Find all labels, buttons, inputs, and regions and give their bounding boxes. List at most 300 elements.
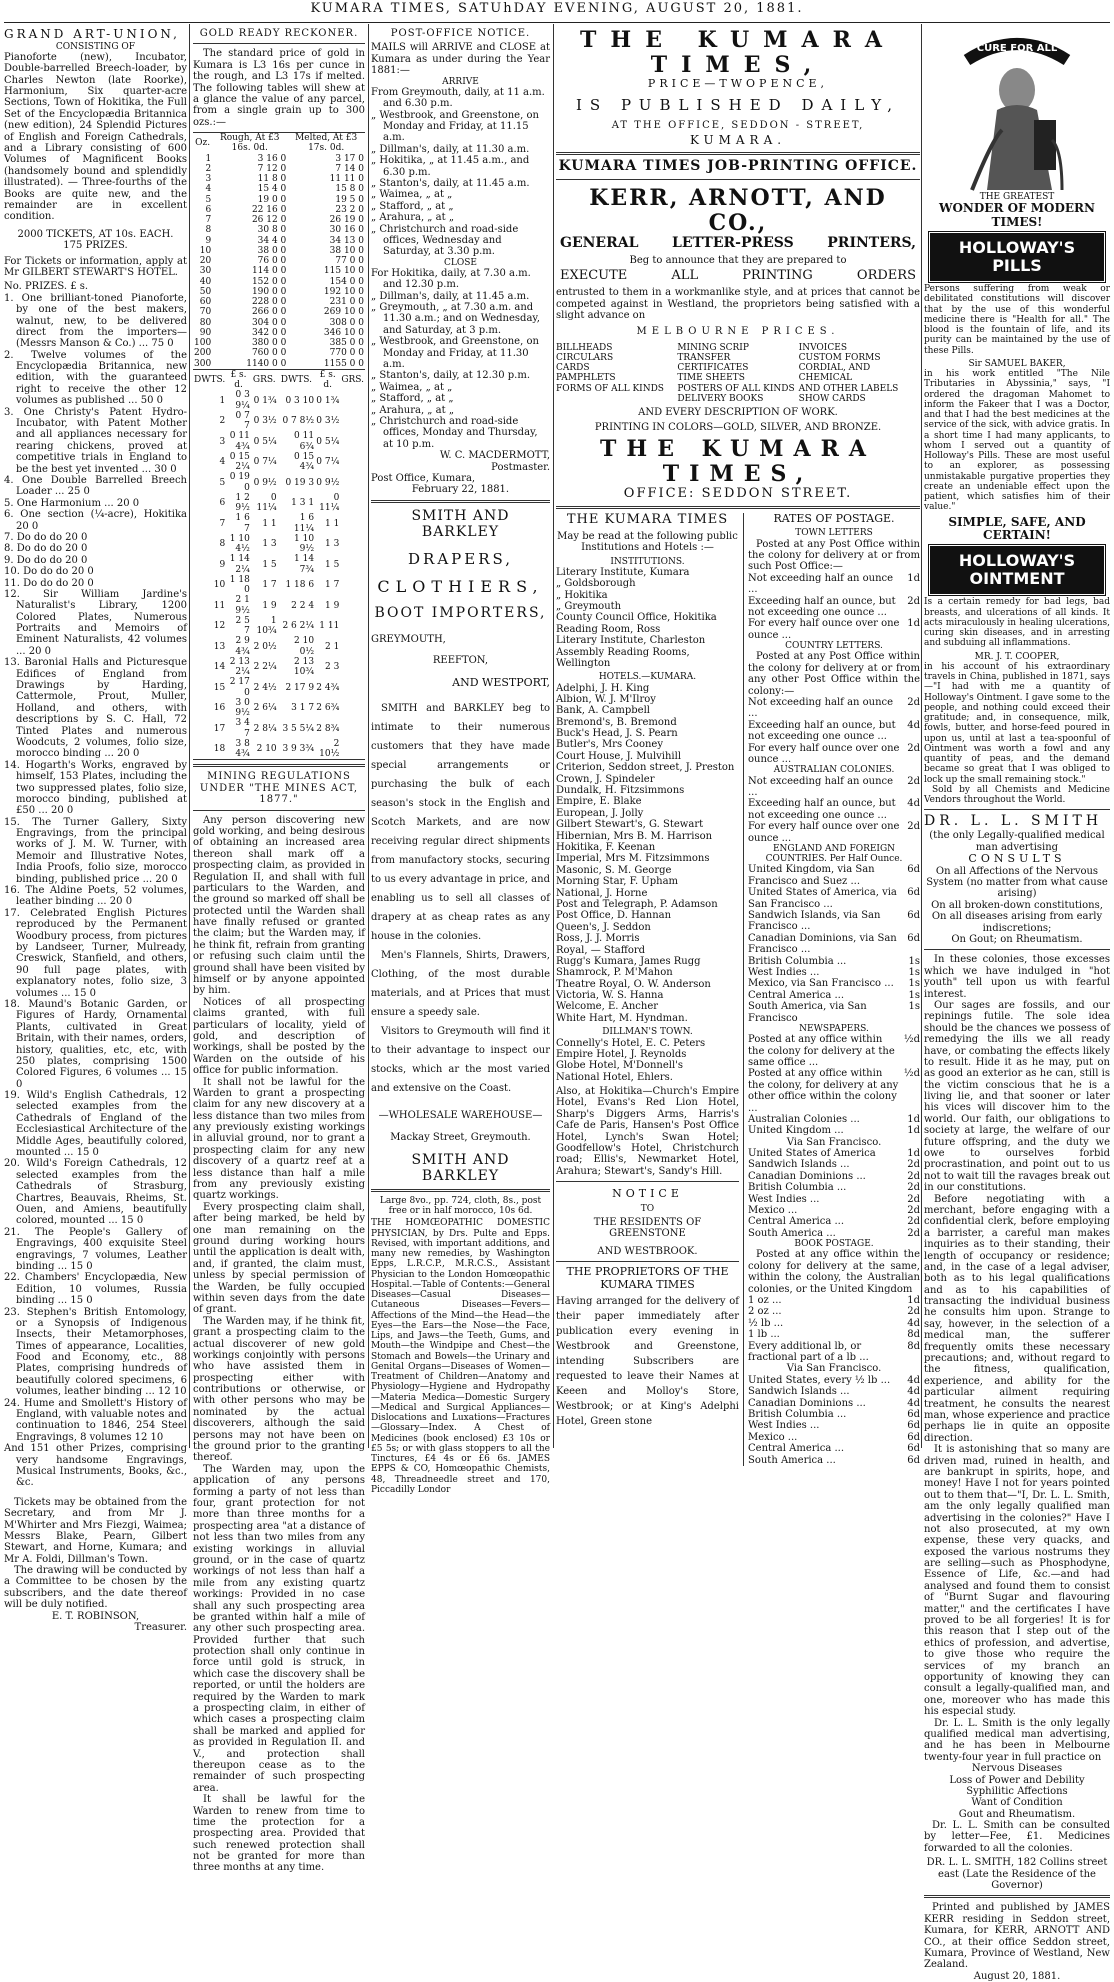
book-postage-head: BOOK POSTAGE. [794,1239,874,1250]
town-line: KUMARA. [689,133,787,148]
dr-smith-address: DR. L. L. SMITH, 182 Collins street east (Late the Residence of the Governor) [926,1857,1108,1892]
printed-by: Printed and published by JAMES KERR residing in Seddon street, Kumara, for KERR, ARNOTT AND CO., at their office Seddon street, Kumara, Province of Westland, New Zealand. [924,1902,1110,1971]
book-rates [748,1295,920,1363]
ointment-text: Is a certain remedy for bad legs, bad breasts, and ulcerations of all kinds. It acts miraculously in healing ulcerations, curing skin diseases, and in arresting and subduing all inflammations. [924,597,1110,649]
rate-label: United States, every ½ lb ... [748,1374,891,1386]
table-row [193,534,365,555]
rate-value: 4d [907,798,920,810]
table-cell: 1 3 [262,539,277,549]
table-cell: 14 [213,662,226,672]
job-item: TRANSFER CERTIFICATES [677,352,749,374]
job-list-col2 [677,343,798,405]
table-row [193,215,365,225]
table-cell: 0 11 6¾ [294,431,315,452]
masthead: KUMARA TIMES, SATUhDAY EVENING, AUGUST 20, 1881. [310,1,804,16]
institution-item: „ Hokitika [556,589,608,601]
sold-by: Sold by all Chemists and Medicine Vendors throughout the World. [924,784,1110,806]
job-item: FORMS OF ALL KINDS [556,383,664,394]
cure-for-all-logo [952,30,1082,190]
table-cell: 2 4½ [253,682,277,693]
country-letters-text: Posted at any Post Office within the colony for delivery at or from any other Post Office within the colony:— [748,651,920,697]
rate-value: 2d [907,742,920,754]
table-cell: 30 16 0 [329,225,364,236]
prize-list [4,293,187,1489]
rate-row [748,990,920,1001]
dr-smith-sub: (the only Legally-qualified medical man advertising [929,830,1105,853]
printers-word: PRINTERS, [827,234,916,251]
rate-label: Canadian Dominions, via San Francisco ... [748,932,897,956]
dr-smith-paragraph: Before negotiating with a merchant, before engaging with a confidential clerk, before employing a barrister, a careful man makes inquiries as to their standing, their length of occupancy or residence; and, in the case of a legal adviser, both as to his legal qualifications and as to his capabilities of transacting the individual business he consults him upon. Strange to say, however, in the selection of a medical man, the sufferer frequently omits these necessary precautions; and, without regard to the fitness, qualification, experience, and ability for the particular ailment requiring treatment, he consults the nearest man, whose experience and practice perhaps lie in quite an opposite direction. [924,1193,1110,1444]
rate-label: Posted at any office within the colony for delivery at the same office ... [748,1034,895,1068]
table-row [193,677,365,698]
table-cell: 1 6 11¼ [293,513,315,534]
hotel-item: White Hart, M. Hyndman. [556,1012,688,1024]
table-cell: 2 17 9 [285,682,315,693]
orders-word: ORDERS [856,268,916,284]
post-office-date: February 22, 1881. [411,484,510,496]
table-row [193,154,365,164]
rate-value: 2d [907,1306,920,1318]
table-cell: 0 7¼ [316,457,340,467]
table-cell: 0 3 9¼ [235,390,250,411]
table-cell: 15 4 0 [257,184,287,195]
table-cell: 2 5 7 [235,615,250,637]
homoeopathic-physician-ad: THE HOMŒOPATHIC DOMESTIC PHYSICIAN, by Drs. Pulte and Epps. Revised, with important additions, and many new remedies, by Washington Epps, L.R.C.P., M.R.C.S., Assistant Physician to the London Homœopathic Hospital.—Table of Contents:—General Diseases—Casual Diseases—Cutaneous Diseases—Fevers—Affections of the Mind—the Head—the Eyes—the Ears—the Nose—the Face, Lips, and Jaws—the Teeth, Gums, and Mouth—the Windpipe and Chest—the Stomach and Bowels—the Urinary and Genital Organs—Diseases of Women—Treatment of Children—Anatomy and Physiology—Hygiene and Hydropathy—Materia Medica—Domestic Surgery—Medical and Surgical Appliances—Dislocations and Luxations—Fractures—Glossary—Index. A Chest of Medicines (book enclosed) £3 10s or £5 5s; or with glass stoppers to all the Tinctures, £4 4s or £6 6s. JAMES EPPS & CO, Homœopathic Chemists, 48, Threadneedle street and 170, Piccadilly Londor [371,1218,550,1495]
rate-value: 2d [907,595,920,607]
notice-westbrook: AND WESTBROOK. [597,1245,698,1257]
table-cell: 6 [219,498,226,508]
table-cell: 8 [205,225,212,236]
rate-value: 1d [907,1295,920,1307]
apply-text: For Tickets or information, apply at Mr GILBERT STEWART'S HOTEL. [4,255,187,278]
job-item: TIME SHEETS [677,373,745,384]
signature-title: Treasurer. [134,1622,187,1634]
table-cell: 1155 0 0 [323,358,364,369]
rate-row [748,618,920,641]
table-cell: 1 18 6 [285,580,315,590]
rate-value: 2d [907,1227,920,1239]
table-cell: 266 0 0 [251,307,287,318]
table-cell: 13 [213,641,226,652]
rate-row [748,1148,920,1159]
table-cell: 4 [205,184,212,195]
job-printing-title: KUMARA TIMES JOB-PRINTING OFFICE. [558,157,918,174]
mining-paragraph: Every prospecting claim shall, after being marked, be held by one man remaining on the ground during working hours until the application is dealt with, and, if granted, the claim must, unless by special permission of the Warden, be fully occupied within seven days from the date of grant. [193,1201,365,1316]
hotel-item: Morning Star, F. Upham [556,876,679,888]
every-description: AND EVERY DESCRIPTION OF WORK. [638,407,838,419]
rate-label: 2 oz ... [748,1306,782,1318]
dillman-list [556,1038,739,1084]
prize-item: 10. Do do do 20 0 [4,566,94,578]
table-cell: 1 18 0 [229,574,250,596]
table-cell: 0 11¼ [256,492,277,514]
reading-places [556,513,744,1466]
table-cell: 0 7¼ [253,457,277,467]
rate-label: ½ lb ... [748,1317,784,1329]
rate-row [748,821,920,844]
column-divider [189,24,190,1448]
table-cell: 231 0 0 [329,297,364,308]
close-item: „ Greymouth, „ at 7.30 a.m. and 11.30 a.m.; and on Wednesday, and Saturday, at 3 p.m. [371,302,540,336]
rate-row [748,1420,920,1431]
table-cell: 1 [219,395,226,406]
table-cell: 17 [213,723,226,734]
table-cell: 770 0 0 [329,348,364,359]
prize-item: 23. Stephen's British Entomology, or a Synopsis of Indigenous Insects, their Metamorphoses, Times of appearance, Localities, Food and Economy, etc., 88 Plates, comprising hundreds of beautifully colored specimens, 6 volumes, leather binding ... 12 10 [4,1306,187,1398]
rate-row [748,1159,920,1170]
table-row [193,452,365,473]
rate-value: 6d [907,864,920,876]
table-cell: 2 [205,163,212,174]
rate-value: 2d [907,697,920,709]
job-item: CORDIAL, AND CHEMICAL [798,363,871,384]
rate-label: For every half ounce over one ounce ... [748,618,900,641]
hotel-item: Hibernian, Mrs B. M. Harrison [556,830,713,842]
rate-row [748,1068,920,1114]
table-cell: 23 2 0 [335,204,364,215]
country-letters-head: COUNTRY LETTERS. [785,641,883,652]
table-cell: 1 10¾ [256,615,277,637]
beg-announce: Beg to announce that they are prepared to [629,254,847,266]
institution-item: Literary Institute, Kumara [556,566,690,578]
table-cell: 380 0 0 [251,338,287,349]
rate-label: British Columbia ... [748,1182,847,1194]
rate-row [748,743,920,766]
table-cell: 0 5¼ [253,436,277,447]
table-cell: 2 17 0 [229,677,250,698]
post-intro: MAILS will ARRIVE and CLOSE at Kumara as under during the Year 1881:— [371,42,550,77]
rate-row [748,720,920,743]
table-cell: 3 16 0 [257,153,287,164]
arrive-item: „ Christchurch and road-side offices, Wednesday and Saturday, at 3.30 p.m. [371,223,519,258]
table-cell: 2 10 0½ [294,636,315,657]
arrive-item: „ Dillman's, daily, at 11.30 a.m. [371,143,530,155]
rate-label: United States of America, via San Francisco ... [748,887,897,910]
rate-value: 1s [908,966,920,978]
table-cell: 12 [213,621,226,631]
rate-row [748,1386,920,1397]
table-header: DWTS. [280,375,312,385]
tickets-line: 2000 TICKETS, AT 10s. EACH. [17,228,174,240]
table-cell: 1 9 [324,600,340,611]
rate-value: 2d [907,1205,920,1217]
table-cell: 2 3 [324,662,340,672]
proprietors-text: Having arranged for the delivery of their paper immediately after publication every evening in Westbrook and Greenstone, intending Subscribers are requested to leave their Names at Keeen and Molloy's Store, Westbrook; or at King's Adelphi Hotel, Green stone [556,1296,739,1428]
job-item: MINING SCRIP [677,342,749,353]
table-row [193,718,365,739]
arrive-item: „ Hokitika, „ at 11.45 a.m., and 6.30 p.m. [371,155,530,178]
baker-name: Sir SAMUEL BAKER, [968,358,1066,369]
print-date: August 20, 1881. [973,1970,1061,1982]
rate-value: 2d [907,1182,920,1194]
job-item: SHOW CARDS [798,393,866,404]
kt-office-title: THE KUMARA TIMES, [600,435,876,488]
table-row [193,266,365,276]
rate-label: Every additional lb, or fractional part of a lb ... [748,1340,869,1363]
table-cell: 2 13 10¾ [293,656,315,678]
table-cell: 0 15 4¾ [294,451,315,473]
table-cell: 5 [205,194,212,205]
table-cell: 308 0 0 [329,317,364,328]
rate-row [748,1125,920,1136]
rate-value: 2d [907,775,920,787]
consults-label: CONSULTS [968,852,1066,866]
close-item: „ Stanton's, daily, at 12.30 p.m. [371,370,530,382]
prize-item: 11. Do do do 20 0 [4,577,94,589]
gold-table-ounces [193,132,365,370]
sf-rates [748,1148,920,1239]
table-cell: 1 10 4½ [229,533,250,555]
table-cell: 2 8¼ [253,723,277,734]
sf2-rates [748,1375,920,1466]
table-cell: 1 7 [262,580,277,590]
signature: E. T. ROBINSON, [51,1610,140,1622]
rate-label: Mexico, via San Francisco ... [748,978,894,990]
table-cell: 2 6 2¼ [282,621,315,631]
cooper-name: MR. J. T. COOPER, [974,651,1060,662]
table-cell: 1 [205,153,212,164]
table-row [193,431,365,452]
drapers-line: DRAPERS, [408,549,513,568]
rate-label: For every half ounce over one ounce ... [748,742,900,765]
rate-row [748,1182,920,1193]
table-cell: 0 7 7 [235,410,250,432]
table-row [193,390,365,411]
rate-value: 1s [908,978,920,990]
table-row [193,174,365,184]
institutions-head: INSTITUTIONS. [610,556,685,567]
newspapers-head: NEWSPAPERS. [799,1023,869,1034]
table-cell: 1 5 [262,559,277,570]
holloways-ointment-banner: HOLLOWAY'S OINTMENT [930,546,1104,594]
table-cell: 2 1 9½ [235,595,250,616]
rate-row [748,1228,920,1239]
rate-label: Not exceeding half an ounce ... [748,697,894,720]
table-cell: 3 [205,174,212,185]
smith-barkley-paragraph: Men's Flannels, Shirts, Drawers, Clothing, of the most durable materials, and at Prices that must ensure a speedy sale. [371,950,550,1019]
table-row [193,225,365,235]
general-word: GENERAL [560,234,639,251]
table-cell: 1 3 1 [291,498,315,508]
prize-item: 16. The Aldine Poets, 52 volumes, leather binding ... 20 0 [4,885,187,908]
job-list-col1 [556,343,677,405]
rate-row [748,1375,920,1386]
table-row [193,348,365,358]
consult-fee: Dr. L. L. Smith can be consulted by letter—Fee, £1. Medicines forwarded to all the colonies. [924,1820,1110,1854]
table-row [193,636,365,657]
price-line: PRICE—TWOPENCE, [647,77,829,91]
notice-residents: THE RESIDENTS OF GREENSTONE [593,1216,702,1240]
execute-word: EXECUTE [560,268,628,284]
table-cell: 152 0 0 [251,276,287,287]
table-cell: 10 [199,245,212,256]
hotel-item: Post Office, D. Hannan [556,910,672,922]
table-cell: 90 [199,327,212,338]
job-item: PAMPHLETS [556,373,616,384]
town-rates [748,573,920,641]
column-divider [553,24,554,1448]
kt-read-intro: May be read at the following public Institutions and Hotels :— [557,530,738,554]
prize-item: 15. The Turner Gallery, Sixty Engravings, from the principal works of J. M. W. Turner, with Memoir and Illustrative Notes, India Proofs, folio size, morocco binding, published price ... 20 0 [4,816,187,885]
table-cell: 0 1¾ [253,395,277,406]
rate-label: For every half ounce over one ounce ... [748,821,900,844]
printing-colors: PRINTING IN COLORS—GOLD, SILVER, AND BRONZE. [594,421,882,433]
rate-value: 2d [907,1193,920,1205]
smith-barkley-text [371,699,550,1098]
prize-item: 4. One Double Barrelled Breech Loader ... 25 0 [4,474,187,498]
table-cell: 0 7 8½ [282,416,315,426]
letterpress-word: LETTER-PRESS [672,234,794,251]
table-header: £ s. d. [230,369,247,391]
prize-item: 9. Do do do 20 0 [4,554,88,566]
dr-smith-paragraph: Our sages are fossils, and our repinings futile. The sole idea should be the chances we possess of remedying the ills we all ready have, or combating the effects likely to result. Hide it as he may, put on as good an exterior as he can, still is the victim conscious that he is a living lie, and that sooner or later his vices will discover him to the world. Our faith, our obligations to society at large, the welfare of our future offspring, and the duty we owe to ourselves forbid procrastination, and point out to us not to wait till the ravages break out in our constitutions. [924,999,1110,1194]
dillman-head: DILLMAN'S TOWN. [602,1027,693,1038]
table-cell: 0 11 4¾ [229,431,250,452]
rate-value: 1d [907,618,920,630]
table-cell: 2 2¼ [253,662,277,672]
table-cell: 190 0 0 [251,286,287,297]
proprietors-title: THE PROPRIETORS OF THE KUMARA TIMES [566,1265,729,1291]
execute-line [556,269,920,284]
close-item: „ Dillman's, daily, at 11.45 a.m. [371,290,530,302]
holloways-pills-banner: HOLLOWAY'S PILLS [930,233,1104,281]
table-cell: 385 0 0 [329,338,364,349]
prize-item: 19. Wild's English Cathedrals, 12 selected examples from the Cathedrals of England of the Ecclesiastical Architecture of the Middle Ages, beautifully colored, mounted ... 15 0 [4,1090,187,1159]
published-line: IS PUBLISHED DAILY, [576,95,900,114]
entrusted-text: entrusted to them in a workmanlike style, and at prices that cannot be competed against in Westland, the proprietors being satisfied with a slight advance on [556,287,920,321]
table-cell: 7 12 0 [257,163,287,174]
rate-row [748,1171,920,1182]
notice-to: TO [640,1203,655,1214]
rate-row [748,1432,920,1443]
job-item: AND OTHER LABELS [798,383,899,394]
mining-regulations [193,815,365,1874]
table-cell: 11 11 0 [329,174,364,185]
table-cell: 2 6¼ [253,703,277,713]
table-cell: 1 11 [319,621,340,631]
table-cell: 15 [213,682,226,693]
job-item: CIRCULARS [556,352,614,363]
job-list-col3 [799,343,920,405]
rate-label: 1 lb ... [748,1329,780,1341]
hotel-item: Dundalk, H. Fitzsimmons [556,785,685,797]
rate-row [748,798,920,821]
gold-table-dwts [193,370,365,761]
prize-item: 7. Do do do 20 0 [4,531,88,543]
town-letters-head: TOWN LETTERS [795,528,873,539]
rate-label: United States of America [748,1148,876,1160]
table-header: DWTS. [194,375,226,385]
rate-value: 6d [907,1431,920,1443]
rate-label: United Kingdom, via San Francisco and Suez ... [748,864,875,887]
table-cell: 1 6 7 [235,513,250,534]
rate-row [748,1318,920,1329]
rate-label: West Indies ... [748,966,820,978]
top-rule [4,22,1110,23]
rate-row [748,1034,920,1068]
table-cell: 77 0 0 [335,256,364,267]
dr-smith-paragraph: In these colonies, those excesses which we have indulged in "hot youth" tell upon us with fearful interest. [924,954,1110,1000]
table-cell: 80 [199,317,212,328]
table-cell: 76 0 0 [257,256,287,267]
table-cell: 2 10½ [319,738,340,760]
table-cell: 2 2 4 [291,600,315,611]
rate-value: 6d [907,1454,920,1466]
rate-row [748,967,920,978]
table-cell: 300 [194,358,212,369]
book-ad-top: Large 8vo., pp. 724, cloth, 8s., post free or in half morocco, 10s 6d. [379,1195,542,1217]
table-cell: 38 10 0 [329,245,364,256]
table-cell: 2 0½ [253,641,277,652]
wholesale-warehouse: —WHOLESALE WAREHOUSE— [378,1110,543,1122]
rates-title: RATES OF POSTAGE. [773,511,895,525]
prize-header: No. PRIZES. £ s. [4,281,89,293]
rate-label: West Indies ... [748,1420,820,1432]
table-cell: 200 [194,348,212,359]
table-cell: 60 [199,297,212,308]
table-cell: 4 [219,457,226,467]
rate-row [748,1001,920,1024]
table-cell: 2 1 [324,641,340,652]
rate-row [748,1295,920,1306]
rate-row [748,1306,920,1317]
smith-barkley-heading: SMITH AND BARKLEY [411,507,510,540]
cooper-text: in his account of his extraordinary travels in China, published in 1871, says—"I had with me a quantity of Holloway's Ointment. I gave some to the people, and nothing could exceed their gratitude; and, in consequence, milk, fowls, butter, and horse-feed poured in upon us, until at last a tea-spoonful of Ointment was worth a fowl and any quantity of peas, and the demand became so great that I was obliged to lock up the small remaining stock." [924,661,1110,785]
rate-value: 1s [908,955,920,967]
arrive-item: „ Westbrook, and Greenstone, on Monday and Friday, at 11.15 a.m. [371,109,539,144]
postmaster-name: W. C. MACDERMOTT, [439,450,550,462]
gold-reckoner-column [193,28,365,1874]
rate-row [748,887,920,910]
table-cell: 2 4¾ [316,682,340,693]
rate-label: Canadian Dominions ... [748,1170,866,1182]
australian-head: AUSTRALIAN COLONIES. [773,765,895,776]
table-row [193,472,365,493]
also-text: Also, at Hokitika—Church's Empire Hotel, Evans's Red Lion Hotel, Sharp's Diggers Arms, Harris's Cafe de Paris, Hansen's Post Office Hotel, Lynch's Swan Hotel; Goodfellow's Hotel, Christchurch road; Ellis's, Newmarket Hotel, Arahura; Stewart's, Sandy's Hill. [556,1086,739,1177]
table-cell: 228 0 0 [251,297,287,308]
column-divider [368,24,369,1448]
table-cell: 26 12 0 [251,215,287,226]
table-row [193,493,365,514]
dr-smith-list-item: Nervous Diseases [971,1763,1063,1775]
table-cell: 16 [213,703,226,713]
rate-row [748,697,920,720]
rate-value: 6d [907,910,920,922]
rate-row [748,1205,920,1216]
gold-intro: The standard price of gold in Kumara is L3 16s per cunce in the rough, and L3 17s if melted. The following tables will shew at a glance the value of any parcel, from a single grain up to 300 ozs.:— [193,48,365,128]
consult-line: On all Affections of the Nervous System (no matter from what cause arising) [926,865,1108,900]
book-postage-text: Posted at any office within the colony for delivery at the same, within the colony, the Australian colonies, or the United Kingdom [748,1249,920,1295]
logo-lettering: CURE FOR ALL [976,43,1058,54]
table-cell: 1 9 [262,600,277,611]
hotel-item: Royal, — Stafford [556,944,646,956]
rate-label: 1 oz ... [748,1295,782,1307]
table-row [193,246,365,256]
greatest-label: THE GREATEST [979,192,1055,202]
kt-readers-title: THE KUMARA TIMES [566,511,729,527]
post-office-title: POST-OFFICE NOTICE. [390,28,531,39]
hotel-item: Crown, J. Spindeler [556,773,655,785]
close-item: „ Stafford, „ at „ [371,393,454,405]
table-row [193,184,365,194]
prize-item: And 151 other Prizes, comprising very handsome Engravings, Musical Instruments, Books, &c., &c. [4,1443,187,1489]
post-office-column [371,28,550,1495]
table-cell: 1 7 [324,580,340,590]
table-cell: 154 0 0 [329,276,364,287]
rate-value: 6d [907,932,920,944]
table-row [193,236,365,246]
hotel-item: Court House, J. Mulvihill [556,750,682,762]
